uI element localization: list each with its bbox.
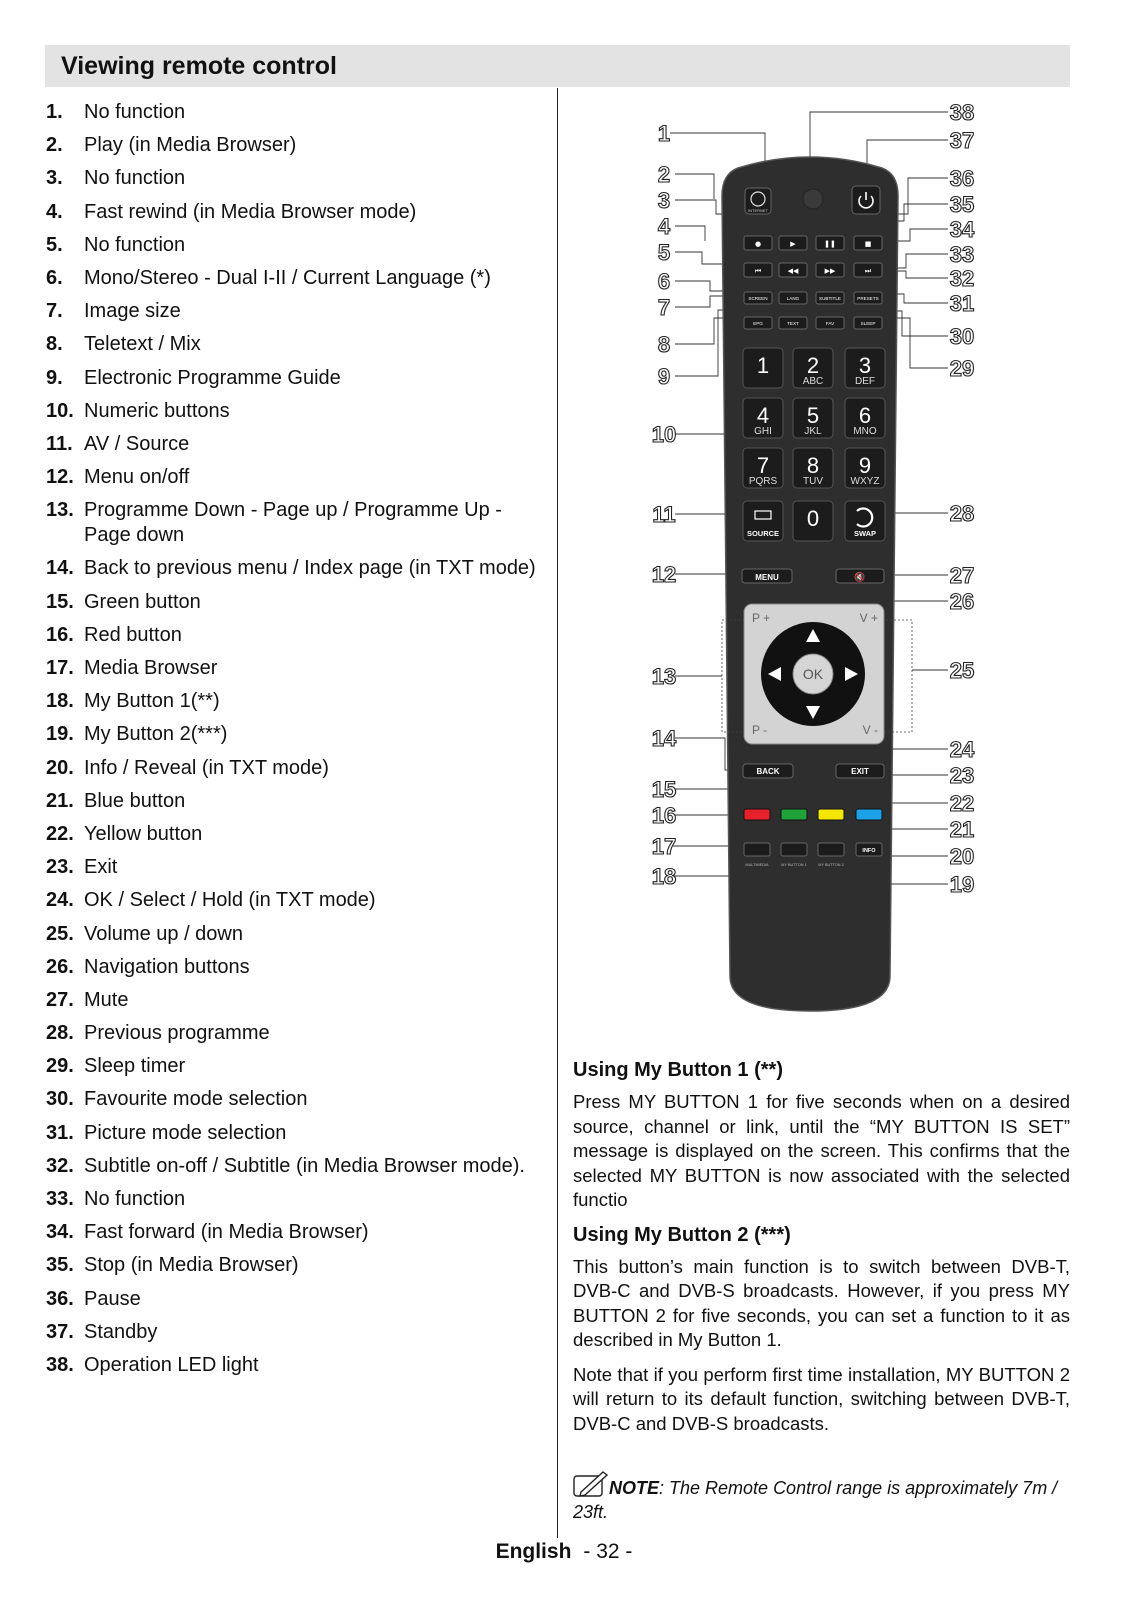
mybutton2-heading: Using My Button 2 (***) xyxy=(573,1223,791,1246)
media-glyph: ▶▶ xyxy=(824,267,836,275)
digit-letters: ABC xyxy=(802,376,824,387)
item-number: 18. xyxy=(46,690,74,713)
item-text: Subtitle on-off / Subtitle (in Media Browser mode). xyxy=(84,1154,525,1177)
multimedia-button xyxy=(744,843,770,856)
digit-letters: TUV xyxy=(803,476,823,487)
note-text: : The Remote Control range is approximately 7m / 23ft. xyxy=(573,1478,1058,1522)
digit-label: 1 xyxy=(756,353,770,378)
list-item xyxy=(46,266,546,291)
list-item xyxy=(46,1087,546,1112)
remote-control-illustration xyxy=(640,96,1070,1036)
item-number: 8. xyxy=(46,333,63,356)
item-text: No function xyxy=(84,233,186,256)
item-number: 29. xyxy=(46,1055,74,1078)
item-number: 13. xyxy=(46,499,74,522)
list-item xyxy=(46,399,546,424)
remote-diagram xyxy=(640,96,1070,1036)
item-number: 34. xyxy=(46,1221,74,1244)
source-label: SOURCE xyxy=(746,529,780,538)
digit-letters: PQRS xyxy=(748,476,778,487)
item-number: 7. xyxy=(46,300,63,323)
item-number: 28. xyxy=(46,1022,74,1045)
screen-label: SCREEN xyxy=(748,296,768,301)
item-text: My Button 2(***) xyxy=(84,723,228,746)
red-button xyxy=(744,809,770,820)
item-text: Info / Reveal (in TXT mode) xyxy=(84,756,329,779)
media-glyph: ⏮ xyxy=(754,267,762,275)
callout-number: 11 xyxy=(652,502,676,527)
callout-number: 35 xyxy=(949,192,975,217)
digit-letters: WXYZ xyxy=(850,476,880,487)
list-item xyxy=(46,955,546,980)
list-item xyxy=(46,556,546,581)
list-item xyxy=(46,432,546,457)
mybutton1-heading: Using My Button 1 (**) xyxy=(573,1059,783,1081)
epg-label: EPG xyxy=(753,321,763,326)
item-number: 31. xyxy=(46,1121,74,1144)
item-text: Menu on/off xyxy=(84,466,190,489)
list-item xyxy=(46,689,546,714)
digit-label: 8 xyxy=(806,453,820,478)
item-number: 35. xyxy=(46,1254,74,1277)
digit-letters: DEF xyxy=(855,376,875,387)
list-item xyxy=(46,100,546,125)
item-number: 33. xyxy=(46,1188,74,1210)
item-text: Blue button xyxy=(84,789,186,812)
item-number: 12. xyxy=(46,466,74,489)
media-glyph: ◀◀ xyxy=(787,267,799,275)
media-glyph: ● xyxy=(754,240,762,248)
callout-number: 4 xyxy=(657,214,671,239)
callout-number: 5 xyxy=(657,240,671,265)
item-text: Previous programme xyxy=(84,1022,270,1045)
callout-number: 32 xyxy=(949,266,975,291)
list-item xyxy=(46,656,546,681)
presets-label: PRESETS xyxy=(857,296,879,301)
digit-label: 7 xyxy=(756,453,770,478)
item-number: 27. xyxy=(46,988,74,1011)
item-text: Standby xyxy=(84,1320,158,1343)
item-text: Back to previous menu / Index page (in TXT mode) xyxy=(84,557,536,580)
item-number: 37. xyxy=(46,1320,74,1343)
digit-label: 4 xyxy=(756,403,770,428)
media-glyph: ❚❚ xyxy=(824,240,836,248)
lang-label: LANG xyxy=(786,296,800,301)
list-item xyxy=(46,200,546,225)
footer-language: English xyxy=(495,1540,572,1563)
callout-number: 36 xyxy=(949,166,975,191)
item-number: 22. xyxy=(46,822,74,845)
item-text: Pause xyxy=(84,1287,141,1310)
list-item xyxy=(46,1287,546,1312)
media-glyph: ■ xyxy=(864,240,872,248)
callout-number: 17 xyxy=(651,834,677,859)
internet-label: INTERNET xyxy=(748,208,768,213)
item-number: 26. xyxy=(46,955,74,978)
list-item xyxy=(46,922,546,947)
item-number: 21. xyxy=(46,789,74,812)
mybutton2-label: MY BUTTON 2 xyxy=(818,863,844,867)
list-item xyxy=(46,1353,546,1378)
item-text: Mono/Stereo - Dual I-II / Current Language (*) xyxy=(84,266,491,289)
item-text: Sleep timer xyxy=(84,1055,186,1078)
callout-number: 38 xyxy=(949,100,975,125)
leader-line xyxy=(675,296,730,307)
item-number: 38. xyxy=(46,1353,74,1376)
item-text: Teletext / Mix xyxy=(84,333,201,356)
item-number: 11. xyxy=(46,432,73,455)
column-divider xyxy=(557,88,558,1538)
item-text: Image size xyxy=(84,300,181,323)
callout-number: 20 xyxy=(949,844,975,869)
item-number: 19. xyxy=(46,723,74,746)
p-plus-label: P + xyxy=(752,611,771,625)
list-item xyxy=(46,1220,546,1245)
digit-letters: GHI xyxy=(754,426,772,437)
remote-body xyxy=(722,157,898,1011)
item-text: Navigation buttons xyxy=(84,955,250,978)
list-item xyxy=(46,366,546,391)
note-label: NOTE xyxy=(609,1478,660,1498)
callout-number: 12 xyxy=(651,562,677,587)
item-text: Fast forward (in Media Browser) xyxy=(84,1221,369,1244)
v-plus-label: V + xyxy=(859,611,878,625)
callout-number: 22 xyxy=(949,791,975,816)
p-minus-label: P - xyxy=(752,723,768,737)
item-text: Electronic Programme Guide xyxy=(84,366,341,389)
item-text: Programme Down - Page up / Programme Up - Page down xyxy=(84,499,502,547)
callout-number: 34 xyxy=(949,217,975,242)
item-text: No function xyxy=(84,1188,186,1210)
list-item xyxy=(46,299,546,324)
list-item xyxy=(46,590,546,615)
callout-number: 13 xyxy=(651,664,677,689)
item-text: Operation LED light xyxy=(84,1353,259,1376)
list-item xyxy=(46,1021,546,1046)
digit-label: 6 xyxy=(858,403,872,428)
digit-label: 3 xyxy=(858,353,872,378)
list-item xyxy=(46,988,546,1013)
function-list xyxy=(46,100,546,1386)
list-item xyxy=(46,855,546,880)
callout-number: 2 xyxy=(657,162,671,187)
item-number: 9. xyxy=(46,366,63,389)
list-item xyxy=(46,822,546,847)
item-text: OK / Select / Hold (in TXT mode) xyxy=(84,889,376,912)
callout-number: 18 xyxy=(651,864,677,889)
item-text: No function xyxy=(84,167,186,190)
callout-number: 21 xyxy=(949,817,975,842)
item-text: Stop (in Media Browser) xyxy=(84,1254,299,1277)
item-text: Fast rewind (in Media Browser mode) xyxy=(84,200,417,223)
callout-number: 26 xyxy=(949,589,975,614)
callout-number: 24 xyxy=(949,737,975,762)
mybutton2-body1: This button’s main function is to switch between DVB-T, DVB-C and DVB-S broadcasts. However, if you press MY BUTTON 2 for five seconds, you can set a function to it as described in My Button 1. xyxy=(573,1255,1070,1350)
back-label: BACK xyxy=(756,767,780,776)
callout-number: 37 xyxy=(949,128,975,153)
pencil-note-icon xyxy=(573,1470,609,1498)
item-text: Play (in Media Browser) xyxy=(84,134,297,157)
note xyxy=(573,1470,1070,1524)
callout-number: 10 xyxy=(651,422,677,447)
fav-label: FAV xyxy=(825,321,835,326)
mybutton2-body2: Note that if you perform first time installation, MY BUTTON 2 will return to its default function, switching between DVB-T, DVB-C and DVB-S broadcasts. xyxy=(573,1363,1070,1434)
item-text: Exit xyxy=(84,856,118,879)
callout-number: 27 xyxy=(949,563,975,588)
item-text: AV / Source xyxy=(84,432,190,455)
item-number: 16. xyxy=(46,623,74,646)
leader-line xyxy=(887,851,948,856)
mute-icon: 🔇 xyxy=(854,573,866,583)
info-label: INFO xyxy=(862,848,876,854)
list-item xyxy=(46,1187,546,1212)
list-item xyxy=(46,888,546,913)
digit-label: 9 xyxy=(858,453,872,478)
callout-number: 33 xyxy=(949,242,975,267)
page-footer xyxy=(0,1540,1128,1564)
callout-number: 30 xyxy=(949,324,975,349)
callout-number: 23 xyxy=(949,763,975,788)
led-light xyxy=(803,189,823,209)
blue-button xyxy=(856,809,882,820)
item-number: 14. xyxy=(46,557,74,580)
item-text: Volume up / down xyxy=(84,922,243,945)
callout-number: 29 xyxy=(949,356,975,381)
item-number: 3. xyxy=(46,167,63,190)
item-text: Green button xyxy=(84,590,201,613)
callout-number: 9 xyxy=(657,364,671,389)
text-label: TEXT xyxy=(787,321,799,326)
item-number: 20. xyxy=(46,756,74,779)
callout-number: 6 xyxy=(657,269,671,294)
list-item xyxy=(46,498,546,548)
exit-label: EXIT xyxy=(851,767,869,776)
item-text: Numeric buttons xyxy=(84,399,230,422)
callout-number: 28 xyxy=(949,501,975,526)
callout-number: 15 xyxy=(651,777,677,802)
swap-label: SWAP xyxy=(853,529,877,538)
item-number: 5. xyxy=(46,233,63,256)
list-item xyxy=(46,166,546,191)
list-item xyxy=(46,465,546,490)
callout-number: 25 xyxy=(949,658,975,683)
leader-line xyxy=(890,770,948,775)
leader-line xyxy=(675,252,730,264)
item-text: Favourite mode selection xyxy=(84,1088,308,1111)
menu-label: MENU xyxy=(755,573,779,582)
digit-label: 0 xyxy=(806,506,820,531)
callout-number: 19 xyxy=(949,872,975,897)
mybutton2-button xyxy=(818,843,844,856)
my-buttons-section xyxy=(573,1058,1070,1446)
list-item xyxy=(46,1121,546,1146)
item-text: No function xyxy=(84,101,186,123)
media-glyph: ▶ xyxy=(790,240,796,248)
media-glyph: ⏭ xyxy=(864,267,872,275)
item-text: Media Browser xyxy=(84,657,218,679)
leader-line xyxy=(675,226,705,241)
item-number: 32. xyxy=(46,1154,74,1177)
green-button xyxy=(781,809,807,820)
callout-number: 14 xyxy=(651,726,677,751)
v-minus-label: V - xyxy=(862,723,878,737)
callout-number: 3 xyxy=(657,188,671,213)
digit-letters: MNO xyxy=(853,426,877,437)
list-item xyxy=(46,332,546,357)
sleep-label: SLEEP xyxy=(860,321,876,326)
list-item xyxy=(46,756,546,781)
callout-number: 1 xyxy=(657,121,671,146)
digit-label: 5 xyxy=(806,403,820,428)
item-text: Mute xyxy=(84,988,129,1011)
list-item xyxy=(46,1054,546,1079)
subtitle-label: SUBTITLE xyxy=(819,296,841,301)
page-number: - 32 - xyxy=(583,1540,633,1563)
list-item xyxy=(46,1154,546,1179)
item-number: 24. xyxy=(46,889,74,912)
item-text: Picture mode selection xyxy=(84,1121,287,1144)
item-number: 15. xyxy=(46,590,74,613)
list-item xyxy=(46,233,546,258)
item-number: 17. xyxy=(46,657,74,679)
section-header xyxy=(45,45,1070,87)
item-number: 23. xyxy=(46,856,74,879)
item-text: Yellow button xyxy=(84,822,203,845)
item-number: 1. xyxy=(46,101,63,123)
item-number: 4. xyxy=(46,200,63,223)
list-item xyxy=(46,133,546,158)
digit-label: 2 xyxy=(806,353,820,378)
list-item xyxy=(46,789,546,814)
mybutton1-body: Press MY BUTTON 1 for five seconds when on a desired source, channel or link, until the “MY BUTTON IS SET” message is displayed on the screen. This confirms that the selected MY BUTTON is now associated with the selected functio xyxy=(573,1091,1070,1210)
ok-label: OK xyxy=(802,666,824,682)
leader-line xyxy=(675,174,714,199)
item-number: 30. xyxy=(46,1088,74,1111)
list-item xyxy=(46,1320,546,1345)
callout-number: 8 xyxy=(657,332,671,357)
item-number: 6. xyxy=(46,266,63,289)
list-item xyxy=(46,722,546,747)
callout-number: 7 xyxy=(657,295,671,320)
digit-letters: JKL xyxy=(804,426,822,437)
multimedia-label: MULTIMEDIA xyxy=(745,863,769,867)
item-text: My Button 1(**) xyxy=(84,690,220,713)
mybutton1-label: MY BUTTON 1 xyxy=(781,863,807,867)
list-item xyxy=(46,1253,546,1278)
page-title: Viewing remote control xyxy=(61,52,337,80)
yellow-button xyxy=(818,809,844,820)
item-number: 25. xyxy=(46,922,74,945)
list-item xyxy=(46,623,546,648)
item-text: Red button xyxy=(84,623,182,646)
mybutton1-button xyxy=(781,843,807,856)
item-number: 36. xyxy=(46,1287,74,1310)
item-number: 2. xyxy=(46,134,63,157)
callout-number: 16 xyxy=(651,803,677,828)
callout-number: 31 xyxy=(949,291,975,316)
item-number: 10. xyxy=(46,399,74,422)
